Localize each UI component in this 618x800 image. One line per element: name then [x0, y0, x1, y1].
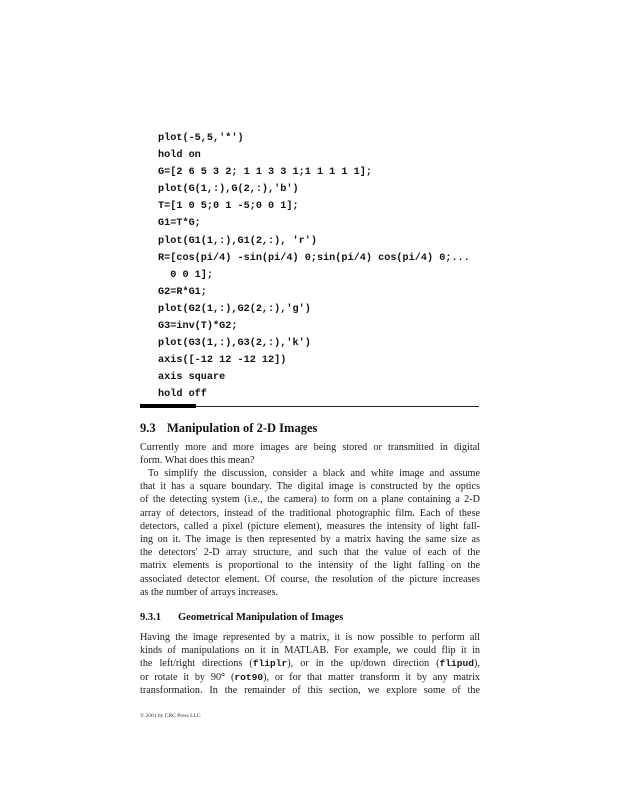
paragraph-line: that it has a square boundary. The digital image is constructed by the optics: [140, 481, 480, 493]
paragraph-line: transformation. In the remainder of this section, we explore some of the: [140, 684, 480, 696]
text-run: ), or for that matter transform it by any matrix: [263, 671, 480, 683]
paragraph-line: detectors, called a pixel (picture element), measures the intensity of light fall-: [140, 520, 480, 532]
code-line: G=[2 6 5 3 2; 1 1 3 3 1;1 1 1 1 1];: [158, 167, 372, 179]
code-line: R=[cos(pi/4) -sin(pi/4) 0;sin(pi/4) cos(pi/4) 0;...: [158, 252, 470, 264]
subsection-number: 9.3.1: [140, 612, 161, 623]
section-paragraph-2: [140, 467, 480, 599]
text-run: ),: [474, 658, 480, 670]
code-line: plot(G1(1,:),G1(2,:), 'r'): [158, 235, 317, 247]
code-line: plot(G3(1,:),G3(2,:),'k'): [158, 338, 311, 350]
paragraph-line: kinds of manipulations on it in MATLAB. For example, we could flip it in: [140, 645, 480, 657]
code-line: G3=inv(T)*G2;: [158, 321, 238, 333]
paragraph-line: array of detectors, instead of the traditional photographic film. Each of these: [140, 507, 480, 519]
code-line: plot(G2(1,:),G2(2,:),'g'): [158, 303, 311, 315]
inline-code-fliplr: fliplr: [252, 658, 288, 670]
section-paragraph-1: [140, 441, 480, 467]
text-run: or rotate it by 90° (: [140, 671, 235, 683]
code-line: plot(-5,5,'*'): [158, 133, 244, 144]
paragraph-line: [140, 657, 480, 670]
text-run: the left/right directions (: [140, 658, 253, 670]
code-line: G2=R*G1;: [158, 286, 207, 298]
paragraph-line: Currently more and more images are being stored or transmitted in digital: [140, 442, 480, 453]
code-line: axis square: [158, 372, 226, 384]
subsection-title: Geometrical Manipulation of Images: [178, 612, 344, 623]
subsection-heading: [140, 612, 343, 623]
paragraph-line: [140, 671, 480, 684]
paragraph-line: matrix elements is proportional to the intensity of the light falling on the: [140, 560, 480, 572]
section-number: 9.3: [140, 421, 156, 435]
code-line: hold on: [158, 150, 201, 162]
paragraph-line: associated detector element. Of course, the resolution of the picture increases: [140, 573, 480, 585]
paragraph-line: Having the image represented by a matrix, it is now possible to perform all: [140, 632, 480, 643]
code-line: T=[1 0 5;0 1 -5;0 0 1];: [158, 201, 299, 213]
section-divider-accent: [140, 404, 196, 408]
code-line: G1=T*G;: [158, 218, 201, 230]
paragraph-line: the detectors' 2-D array structure, and such that the value of each of the: [140, 547, 480, 559]
matlab-code-block: [158, 130, 470, 404]
code-line: hold off: [158, 389, 207, 401]
inline-code-flipud: flipud: [439, 658, 475, 670]
copyright-footer: © 2001 by CRC Press LLC: [140, 713, 201, 719]
paragraph-line: form. What does this mean?: [140, 455, 255, 467]
paragraph-line: of the detecting system (i.e., the camera) to form on a plane containing a 2-D: [140, 494, 480, 506]
paragraph-line: To simplify the discussion, consider a black and white image and assume: [148, 468, 480, 479]
text-run: ), or in the up/down direction (: [287, 658, 440, 670]
inline-code-rot90: rot90: [234, 671, 264, 683]
code-line: plot(G(1,:),G(2,:),'b'): [158, 184, 299, 196]
code-line: 0 0 1];: [158, 269, 214, 281]
paragraph-line: as the number of arrays increases.: [140, 586, 279, 598]
paragraph-line: ing on it. The image is then represented by a matrix having the same size as: [140, 533, 480, 545]
section-heading: [140, 421, 317, 436]
section-title: Manipulation of 2-D Images: [167, 421, 318, 435]
subsection-paragraph: [140, 631, 480, 697]
code-line: axis([-12 12 -12 12]): [158, 355, 287, 367]
